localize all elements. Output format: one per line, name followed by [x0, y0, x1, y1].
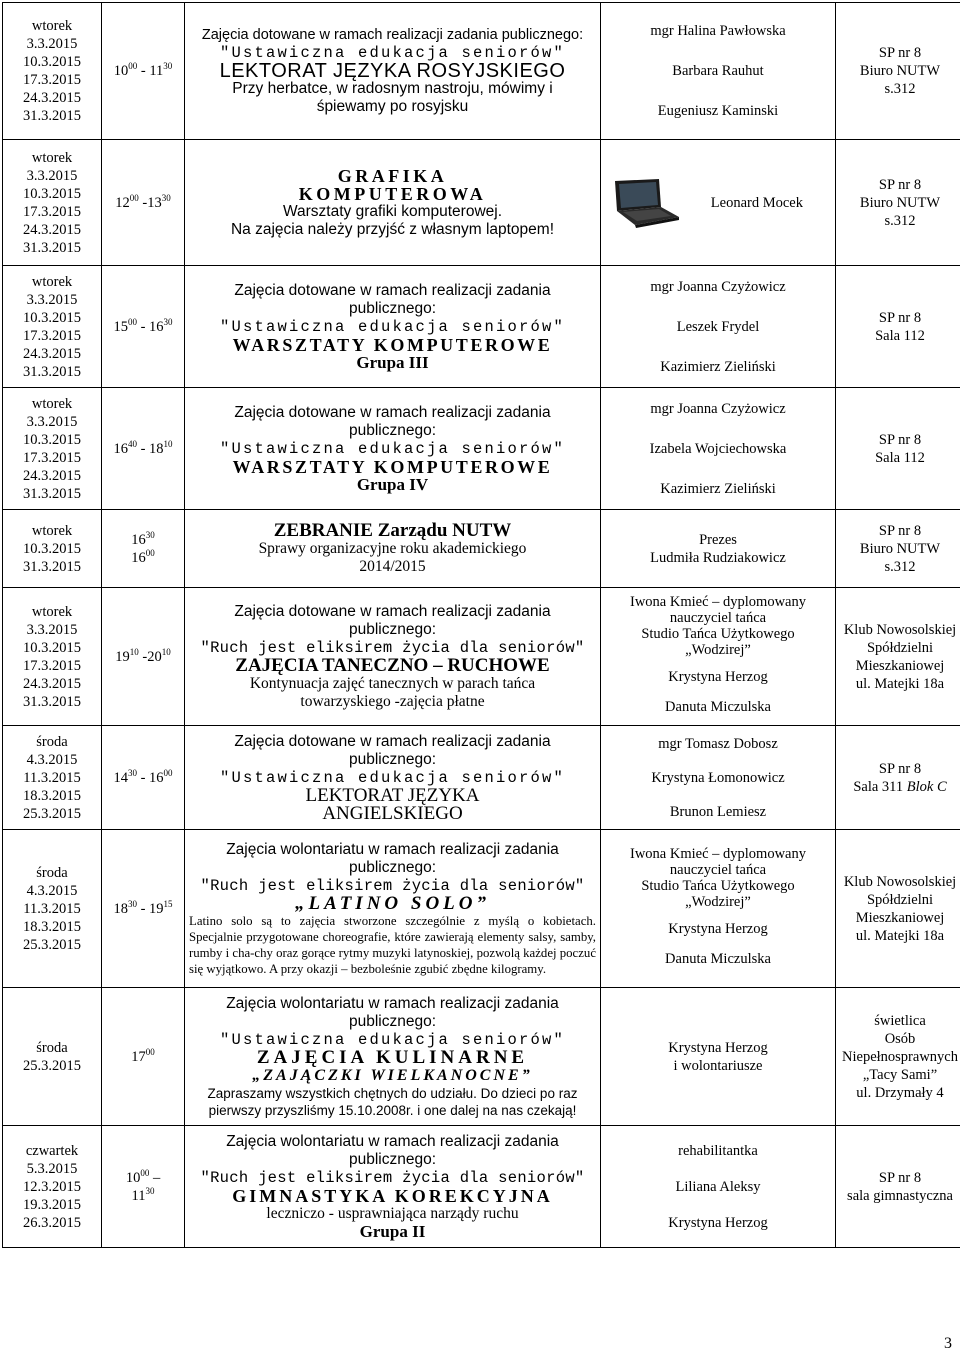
date: 25.3.2015 — [23, 805, 81, 822]
date: 25.3.2015 — [23, 1057, 81, 1074]
location-line: SP nr 8 — [878, 45, 922, 61]
time-hour: 10 — [125, 1169, 141, 1186]
leaders-cell — [601, 266, 836, 388]
leader-name: mgr Tomasz Dobosz — [658, 735, 778, 752]
description-cell — [185, 388, 601, 510]
activity-description: leczniczo - usprawniająca narządy ruchu — [266, 1204, 519, 1222]
location-cell — [836, 266, 960, 388]
date-cell — [3, 266, 102, 388]
location-cell — [836, 3, 960, 140]
group-label: Grupa III — [356, 352, 429, 372]
table-row — [3, 1126, 960, 1248]
location-line: SP nr 8 — [878, 309, 922, 326]
day-name: wtorek — [31, 395, 73, 412]
time-cell — [102, 830, 185, 988]
activity-description: Przy herbatce, w radosnym nastroju, mówimy i śpiewamy po rosyjsku — [232, 80, 553, 115]
location-line: ul. Matejki 18a — [855, 927, 945, 944]
time-minute: 15 — [163, 898, 173, 909]
leader-name: Krystyna Herzog — [668, 668, 768, 685]
description-cell — [185, 266, 601, 388]
date: 31.3.2015 — [23, 239, 81, 256]
time-separator: - — [136, 900, 150, 917]
date-cell — [3, 1126, 102, 1248]
leader-name: Krystyna Herzog — [668, 920, 768, 937]
date: 24.3.2015 — [23, 467, 81, 484]
activity-title: GRAFIKA — [337, 165, 448, 186]
description-cell — [185, 3, 601, 140]
leaders-cell — [601, 1126, 836, 1248]
time-separator: - — [136, 769, 150, 786]
description-cell — [185, 726, 601, 830]
program-slogan: "Ustawiczna edukacja seniorów" — [219, 768, 566, 787]
date: 4.3.2015 — [26, 751, 78, 768]
location-cell — [836, 988, 960, 1126]
leader-name: Leszek Frydel — [676, 318, 760, 335]
time-minute: 40 — [127, 438, 137, 449]
time-minute: 00 — [145, 547, 155, 558]
date: 12.3.2015 — [23, 1178, 81, 1195]
date: 31.3.2015 — [23, 693, 81, 710]
leader-name: Eugeniusz Kaminski — [657, 103, 779, 119]
leader-name: Kazimierz Zieliński — [660, 358, 776, 375]
time-separator: - — [138, 194, 148, 211]
leader-organisation: Studio Tańca Użytkowego — [641, 625, 795, 642]
time-separator: - — [137, 63, 150, 79]
date: 17.3.2015 — [23, 327, 81, 344]
day-name: wtorek — [31, 18, 73, 34]
day-name: wtorek — [31, 603, 73, 620]
date: 3.3.2015 — [26, 167, 78, 184]
location-line: s.312 — [884, 558, 916, 575]
table-row — [3, 988, 960, 1126]
table-row — [3, 830, 960, 988]
time-hour: 16 — [113, 440, 128, 457]
activity-description: 2014/2015 — [359, 557, 426, 575]
date: 25.3.2015 — [23, 936, 81, 953]
location-line: SP nr 8 — [878, 522, 922, 539]
date: 18.3.2015 — [23, 918, 81, 935]
table-row — [3, 266, 960, 388]
time-hour: 15 — [113, 318, 128, 335]
location-line: świetlica — [874, 1012, 926, 1029]
time-minute: 00 — [163, 767, 173, 778]
day-name: wtorek — [31, 149, 73, 166]
date-cell — [3, 388, 102, 510]
location-line: SP nr 8 — [878, 176, 922, 193]
table-row — [3, 140, 960, 266]
table-row — [3, 388, 960, 510]
leader-name: Kazimierz Zieliński — [660, 480, 776, 497]
location-line: sala gimnastyczna — [847, 1187, 953, 1204]
location-line: Sala 311 — [853, 778, 907, 795]
location-line: SP nr 8 — [878, 1169, 922, 1186]
day-name: środa — [36, 733, 68, 750]
day-name: czwartek — [25, 1142, 79, 1159]
time-hour: 16 — [149, 769, 164, 786]
activity-description: towarzyskiego -zajęcia płatne — [300, 692, 485, 710]
location-line: Biuro NUTW — [859, 194, 941, 211]
leader-name: Danuta Miczulska — [665, 950, 771, 967]
time-minute: 30 — [145, 1185, 155, 1196]
location-line: Mieszkaniowej — [855, 657, 945, 674]
location-cell — [836, 140, 960, 266]
location-line: s.312 — [884, 81, 916, 97]
time-hour: 11 — [131, 1187, 146, 1204]
date: 3.3.2015 — [26, 413, 78, 430]
leaders-cell — [601, 588, 836, 726]
location-cell — [836, 588, 960, 726]
time-minute: 30 — [163, 316, 173, 327]
time-hour: 12 — [115, 194, 130, 211]
location-line: Sala 112 — [875, 327, 925, 344]
time-hour: 16 — [131, 549, 146, 566]
date: 5.3.2015 — [26, 1160, 78, 1177]
location-line: Osób — [884, 1030, 916, 1047]
leader-name: mgr Joanna Czyżowicz — [650, 400, 786, 417]
leader-organisation: „Wodzirej” — [685, 893, 751, 910]
time-cell — [102, 510, 185, 588]
location-block: Blok C — [906, 778, 947, 795]
time-hour: 18 — [113, 900, 128, 917]
time-cell — [102, 988, 185, 1126]
date: 10.3.2015 — [23, 540, 81, 557]
leader-role: Prezes — [699, 531, 737, 548]
funding-note: Zajęcia wolontariatu w ramach realizacji zadania publicznego: — [226, 840, 559, 876]
activity-title: ZAJĘCIA TANECZNO – RUCHOWE — [235, 654, 550, 676]
leader-name: Liliana Aleksy — [675, 1178, 761, 1195]
location-line: Spółdzielni — [866, 639, 934, 656]
activity-title: „LATINO SOLO” — [294, 892, 491, 914]
day-name: środa — [36, 1039, 68, 1056]
leader-name: Iwona Kmieć – dyplomowany — [630, 593, 806, 610]
table-row — [3, 3, 960, 140]
location-line: Klub Nowosolskiej — [843, 873, 957, 890]
funding-note: Zajęcia dotowane w ramach realizacji zadania publicznego: — [234, 602, 551, 638]
funding-note: Zajęcia dotowane w ramach realizacji zadania publicznego: — [234, 403, 551, 439]
date: 11.3.2015 — [23, 769, 81, 786]
description-cell — [185, 140, 601, 266]
date: 24.3.2015 — [23, 90, 81, 106]
funding-note: Zajęcia dotowane w ramach realizacji zadania publicznego: — [201, 27, 584, 43]
location-line: Klub Nowosolskiej — [843, 621, 957, 638]
date: 17.3.2015 — [23, 449, 81, 466]
activity-description: Na zajęcia należy przyjść z własnym laptopem! — [230, 220, 555, 238]
date: 31.3.2015 — [23, 108, 81, 124]
date-cell — [3, 140, 102, 266]
date: 10.3.2015 — [23, 639, 81, 656]
group-label: Grupa IV — [356, 474, 429, 494]
activity-subtitle: „ZAJĄCZKI WIELKANOCNE” — [252, 1066, 533, 1084]
description-cell — [185, 510, 601, 588]
activity-title: ZEBRANIE Zarządu NUTW — [273, 519, 512, 541]
time-hour: 11 — [149, 63, 164, 79]
time-minute: 30 — [127, 767, 137, 778]
date-cell — [3, 3, 102, 140]
leaders-cell — [601, 510, 836, 588]
time-hour: 10 — [113, 63, 129, 79]
day-name: wtorek — [31, 273, 73, 290]
date-cell — [3, 988, 102, 1126]
table-row — [3, 510, 960, 588]
location-line: SP nr 8 — [878, 760, 922, 777]
location-line: Spółdzielni — [866, 891, 934, 908]
activity-description: Zapraszamy wszystkich chętnych do udziału. Do dzieci po raz — [207, 1085, 578, 1101]
program-slogan: "Ruch jest eliksirem życia dla seniorów" — [200, 638, 585, 657]
time-cell — [102, 3, 185, 140]
funding-note: Zajęcia wolontariatu w ramach realizacji zadania publicznego: — [226, 994, 559, 1030]
location-cell — [836, 510, 960, 588]
time-hour: 18 — [149, 440, 164, 457]
time-cell — [102, 266, 185, 388]
time-minute: 10 — [163, 438, 173, 449]
leader-name: Krystyna Herzog — [668, 1214, 768, 1231]
date: 24.3.2015 — [23, 345, 81, 362]
leader-name: Ludmiła Rudziakowicz — [650, 549, 786, 566]
date: 17.3.2015 — [23, 203, 81, 220]
activity-description: Sprawy organizacyjne roku akademickiego — [258, 539, 527, 557]
time-cell — [102, 1126, 185, 1248]
program-slogan: "Ustawiczna edukacja seniorów" — [219, 317, 566, 336]
time-separator: - — [138, 648, 148, 665]
date-cell — [3, 510, 102, 588]
activity-title: WARSZTATY KOMPUTEROWE — [232, 334, 553, 355]
time-minute: 10 — [161, 646, 171, 657]
location-line: s.312 — [884, 212, 916, 229]
group-label: Grupa II — [359, 1221, 426, 1241]
leaders-cell — [601, 726, 836, 830]
activity-description: Kontynuacja zajęć tanecznych w parach tańca — [249, 674, 536, 692]
program-slogan: "Ustawiczna edukacja seniorów" — [219, 1030, 566, 1049]
date: 17.3.2015 — [23, 72, 81, 88]
time-hour: 17 — [131, 1048, 146, 1065]
funding-note: Zajęcia dotowane w ramach realizacji zadania publicznego: — [234, 281, 551, 317]
schedule-table — [2, 2, 960, 1248]
time-hour: 16 — [131, 531, 146, 548]
location-line: Mieszkaniowej — [855, 909, 945, 926]
time-minute: 00 — [128, 61, 138, 72]
date: 10.3.2015 — [23, 309, 81, 326]
date: 17.3.2015 — [23, 657, 81, 674]
date: 18.3.2015 — [23, 787, 81, 804]
leader-name: Danuta Miczulska — [665, 698, 771, 715]
leader-title: nauczyciel tańca — [669, 861, 767, 878]
location-line: Niepełnosprawnych — [842, 1048, 958, 1065]
date: 4.3.2015 — [26, 882, 78, 899]
location-line: Sala 112 — [875, 449, 925, 466]
location-line: SP nr 8 — [878, 431, 922, 448]
program-slogan: "Ruch jest eliksirem życia dla seniorów" — [200, 1168, 585, 1187]
day-name: wtorek — [31, 522, 73, 539]
leader-name: i wolontariusze — [673, 1057, 763, 1074]
location-line: Biuro NUTW — [859, 540, 941, 557]
date: 11.3.2015 — [23, 900, 81, 917]
leaders-cell — [601, 988, 836, 1126]
leader-name: Leonard Mocek — [710, 194, 803, 211]
time-separator: - — [136, 318, 150, 335]
location-cell — [836, 726, 960, 830]
time-cell — [102, 140, 185, 266]
leaders-cell — [601, 140, 836, 266]
leader-name: mgr Joanna Czyżowicz — [650, 278, 786, 295]
time-hour: 14 — [113, 769, 128, 786]
laptop-icon — [609, 177, 681, 229]
date-cell — [3, 830, 102, 988]
table-row — [3, 726, 960, 830]
leader-title: nauczyciel tańca — [669, 609, 767, 626]
day-name: środa — [36, 864, 68, 881]
location-cell — [836, 830, 960, 988]
time-separator: - — [136, 440, 150, 457]
time-minute: 00 — [140, 1167, 150, 1178]
time-minute: 00 — [145, 1046, 155, 1057]
leader-name: Iwona Kmieć – dyplomowany — [630, 845, 806, 862]
table-row — [3, 588, 960, 726]
time-hour: 16 — [149, 318, 164, 335]
time-minute: 10 — [129, 646, 139, 657]
date: 10.3.2015 — [23, 54, 81, 70]
leader-organisation: Studio Tańca Użytkowego — [641, 877, 795, 894]
time-cell — [102, 388, 185, 510]
leader-name: Barbara Rauhut — [672, 63, 764, 79]
time-minute: 00 — [129, 192, 139, 203]
leader-name: mgr Halina Pawłowska — [650, 23, 786, 39]
description-cell — [185, 588, 601, 726]
time-minute: 30 — [145, 529, 155, 540]
description-cell — [185, 988, 601, 1126]
time-hour: 13 — [147, 194, 162, 211]
time-minute: 30 — [161, 192, 171, 203]
activity-description: Warsztaty grafiki komputerowej. — [282, 202, 503, 220]
leader-role: rehabilitantka — [678, 1142, 758, 1159]
time-cell — [102, 726, 185, 830]
date: 31.3.2015 — [23, 363, 81, 380]
date: 26.3.2015 — [23, 1214, 81, 1231]
time-minute: 00 — [127, 316, 137, 327]
date-cell — [3, 726, 102, 830]
leaders-cell — [601, 830, 836, 988]
description-cell — [185, 1126, 601, 1248]
location-cell — [836, 388, 960, 510]
date: 31.3.2015 — [23, 485, 81, 502]
activity-title: ANGIELSKIEGO — [322, 802, 463, 824]
leader-name: Krystyna Łomonowicz — [651, 769, 785, 786]
date: 10.3.2015 — [23, 185, 81, 202]
date: 10.3.2015 — [23, 431, 81, 448]
activity-title: KOMPUTEROWA — [298, 183, 487, 204]
leader-organisation: „Wodzirej” — [685, 641, 751, 658]
activity-title: WARSZTATY KOMPUTEROWE — [232, 456, 553, 477]
date: 3.3.2015 — [26, 36, 78, 52]
leader-name: Krystyna Herzog — [668, 1039, 768, 1056]
description-cell — [185, 830, 601, 988]
location-cell — [836, 1126, 960, 1248]
location-line: „Tacy Sami” — [862, 1066, 938, 1083]
date: 3.3.2015 — [26, 291, 78, 308]
activity-title: LEKTORAT JĘZYKA ROSYJSKIEGO — [219, 60, 566, 82]
time-hour: 20 — [147, 648, 162, 665]
location-line: ul. Matejki 18a — [855, 675, 945, 692]
activity-title: LEKTORAT JĘZYKA — [305, 784, 480, 806]
activity-title: ZAJĘCIA KULINARNE — [256, 1046, 529, 1068]
time-minute: 30 — [163, 61, 173, 72]
time-hour: 19 — [115, 648, 130, 665]
program-slogan: "Ustawiczna edukacja seniorów" — [219, 439, 566, 458]
date: 3.3.2015 — [26, 621, 78, 638]
date: 24.3.2015 — [23, 675, 81, 692]
funding-note: Zajęcia wolontariatu w ramach realizacji zadania publicznego: — [226, 1132, 559, 1168]
time-hour: 19 — [149, 900, 164, 917]
leader-name: Brunon Lemiesz — [669, 803, 767, 820]
program-slogan: "Ruch jest eliksirem życia dla seniorów" — [200, 876, 585, 895]
leaders-cell — [601, 3, 836, 140]
time-minute: 30 — [127, 898, 137, 909]
leader-name: Izabela Wojciechowska — [649, 440, 787, 457]
date: 19.3.2015 — [23, 1196, 81, 1213]
page-number: 3 — [944, 1335, 952, 1352]
time-cell — [102, 588, 185, 726]
location-line: Biuro NUTW — [859, 63, 941, 79]
funding-note: Zajęcia dotowane w ramach realizacji zadania publicznego: — [234, 732, 551, 768]
time-separator: – — [149, 1169, 161, 1186]
date: 24.3.2015 — [23, 221, 81, 238]
location-line: ul. Drzymały 4 — [856, 1084, 944, 1101]
date: 31.3.2015 — [23, 558, 81, 575]
activity-description: pierwszy przyszliśmy 15.10.2008r. i one dalej na nas czekają! — [208, 1102, 577, 1118]
activity-description: Latino solo są to zajęcia stworzone szczególnie z myślą o kobietach. Specjalnie przygotowane choreografie, które zawierają elementy salsy, samby, rumby i cha-chy oraz gorące rytmy muzyki latynoskiej, pozwolą każdej poczuć się wyjątkowo. A przy okazji – bezboleśnie zgubić zbędne kilogramy. — [189, 913, 596, 976]
program-slogan: "Ustawiczna edukacja seniorów" — [219, 44, 566, 62]
date-cell — [3, 588, 102, 726]
activity-title: GIMNASTYKA KOREKCYJNA — [232, 1185, 553, 1206]
leaders-cell — [601, 388, 836, 510]
